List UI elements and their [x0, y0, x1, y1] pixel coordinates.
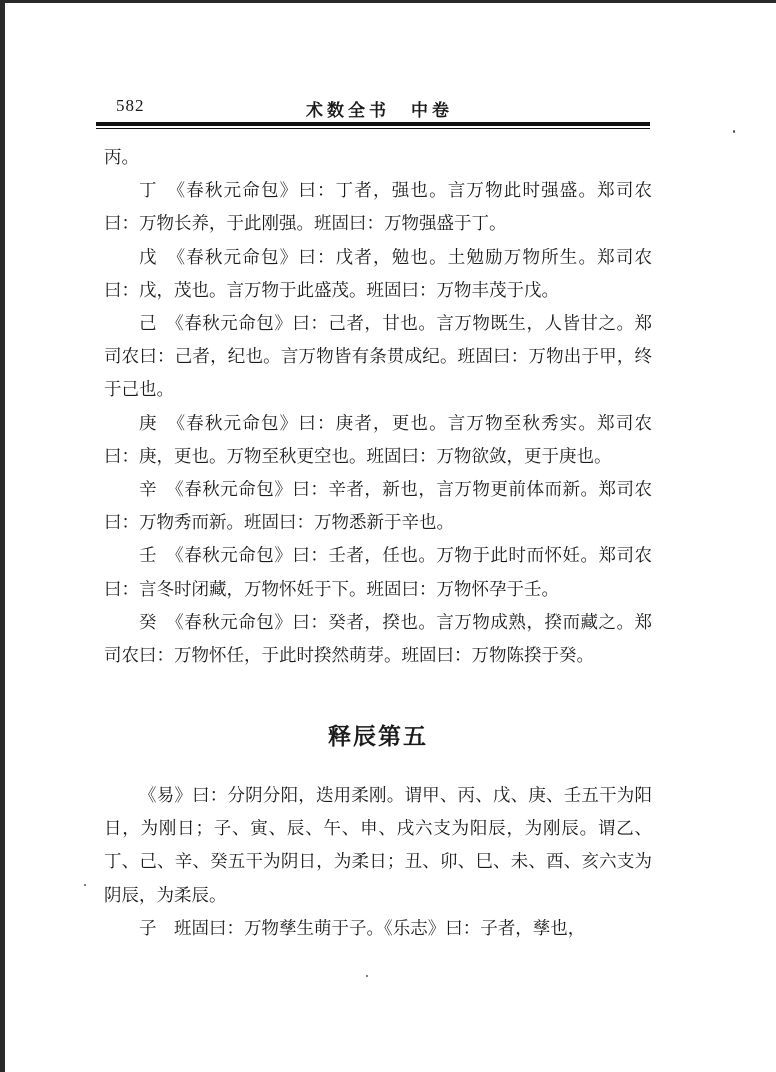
- paragraph: 丙。: [104, 148, 139, 168]
- paragraph: 辛 《春秋元命包》曰：辛者，新也，言万物更前体而新。郑司农曰：万物秀而新。班固曰：万物悉新于辛也。: [104, 480, 652, 534]
- page-number: 582: [116, 96, 145, 115]
- paragraph: 庚 《春秋元命包》曰：庚者，更也。言万物至秋秀实。郑司农曰：庚，更也。万物至秋更空也。班固曰：万物欲敛，更于庚也。: [104, 413, 652, 467]
- paragraph: 戊 《春秋元命包》曰：戊者，勉也。土勉励万物所生。郑司农曰：戊，茂也。言万物于此盛茂。班固曰：万物丰茂于戊。: [104, 247, 652, 301]
- paragraph: 《易》曰：分阴分阳，迭用柔刚。谓甲、丙、戊、庚、壬五干为阳日，为刚日；子、寅、辰、午、申、戌六支为阳辰，为刚辰。谓乙、丁、己、辛、癸五干为阴日，为柔日；丑、卯、巳、未、酉、亥六支为阴辰，为柔辰。: [104, 786, 652, 906]
- paragraph: 子 班固曰：万物孳生萌于子。《乐志》曰：子者，孳也，: [139, 918, 586, 939]
- paragraph: 丁 《春秋元命包》曰：丁者，强也。言万物此时强盛。郑司农曰：万物长养，于此刚强。班固曰：万物强盛于丁。: [104, 181, 652, 235]
- paragraph: 癸 《春秋元命包》曰：癸者，揆也。言万物成熟，揆而藏之。郑司农曰：万物怀任，于此时揆然萌芽。班固曰：万物陈揆于癸。: [104, 612, 652, 667]
- page-header: [98, 96, 650, 120]
- paragraph: 己 《春秋元命包》曰：己者，甘也。言万物既生，人皆甘之。郑司农曰：己者，纪也。言万物皆有条贯成纪。班固曰：万物出于甲，终于己也。: [104, 314, 652, 401]
- body-text-block: [104, 142, 652, 673]
- paragraph: 壬 《春秋元命包》曰：壬者，任也。万物于此时而怀妊。郑司农曰：言冬时闭藏，万物怀妊于下。班固曰：万物怀孕于壬。: [104, 546, 652, 600]
- body-text-block-2: [104, 780, 652, 946]
- section-heading-block: [104, 718, 652, 751]
- section-heading: 释辰第五: [328, 724, 428, 750]
- scan-speck: [84, 884, 86, 886]
- scan-speck: [733, 130, 735, 133]
- header-rule-thick: [96, 122, 650, 126]
- scan-speck: [366, 975, 368, 977]
- running-head: 术数全书 中卷: [306, 101, 453, 121]
- header-rule-thin: [96, 128, 650, 129]
